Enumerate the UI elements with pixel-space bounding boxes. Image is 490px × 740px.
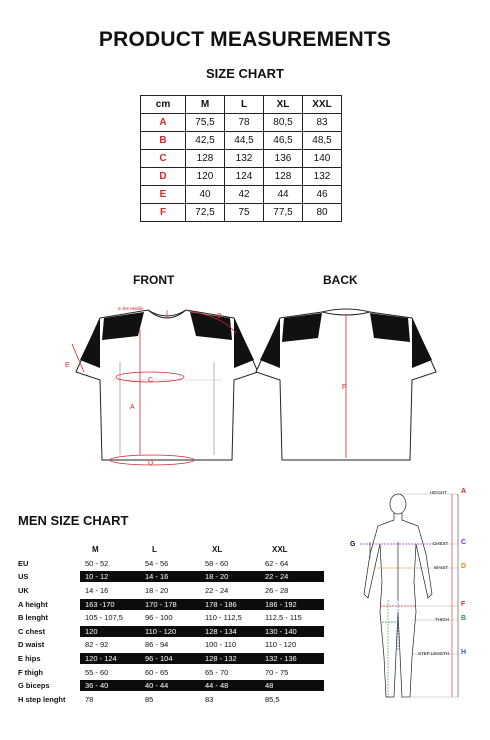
size-chart-cell: 42,5 (186, 132, 225, 150)
men-table-cell: 110 - 120 (145, 626, 177, 636)
men-table-row (18, 652, 324, 666)
men-table-cell: 163 -170 (85, 599, 115, 609)
size-chart-row (141, 186, 342, 204)
men-table-cell: 110 - 112,5 (205, 613, 242, 623)
men-table-cell: 50 - 52 (85, 558, 109, 568)
front-label: FRONT (133, 273, 175, 287)
men-table-cell: 85 (145, 694, 154, 704)
size-chart-subtitle: SIZE CHART (206, 66, 284, 81)
size-chart-cell: 48,5 (303, 132, 342, 150)
men-table-cell: 100 - 110 (205, 640, 237, 650)
size-chart-cell: 136 (264, 150, 303, 168)
men-table-cell: 54 - 56 (145, 558, 169, 568)
men-table-row (18, 570, 324, 584)
men-size-table (18, 543, 324, 706)
label-thigh: THIGH (435, 617, 449, 622)
letter-g: G (350, 541, 356, 548)
size-chart-cell: 44,5 (225, 132, 264, 150)
men-size-chart-title: MEN SIZE CHART (18, 513, 129, 528)
men-table-cell: 112,5 - 115 (265, 613, 302, 623)
men-table-cell: 62 - 64 (265, 558, 289, 568)
letter-d: D (461, 563, 467, 570)
men-row-label: EU (18, 558, 29, 568)
tshirt-diagrams (0, 295, 490, 480)
size-chart-cell: 40 (186, 186, 225, 204)
men-table-cell: 105 - 107,5 (85, 613, 123, 623)
men-table-row (18, 597, 324, 611)
men-table-cell: 65 - 70 (205, 667, 229, 677)
men-table-cell: 78 (85, 694, 94, 704)
men-table-row (18, 557, 324, 571)
men-table-row (18, 679, 324, 693)
men-table-cell: 14 - 16 (145, 572, 169, 582)
men-table-cell: 22 - 24 (265, 572, 289, 582)
men-table-cell: 18 - 20 (205, 572, 229, 582)
measure-label: C (141, 150, 186, 168)
header-m: M (186, 96, 225, 114)
men-table-cell: 128 - 134 (205, 626, 237, 636)
letter-b: B (461, 615, 467, 622)
label-step-length: STEP LENGTH (418, 651, 450, 656)
men-row-label: D waist (18, 640, 45, 650)
measure-label: A (141, 114, 186, 132)
size-chart-cell: 44 (264, 186, 303, 204)
men-row-label: G biceps (18, 681, 50, 691)
men-table-cell: 186 - 192 (265, 599, 297, 609)
size-chart-cell: 77,5 (264, 204, 303, 222)
men-table-cell: 130 - 140 (265, 626, 297, 636)
size-chart-cell: 42 (225, 186, 264, 204)
men-table-cell: 170 - 178 (145, 599, 177, 609)
page-title: PRODUCT MEASUREMENTS (98, 28, 392, 51)
measure-label: B (141, 132, 186, 150)
men-table-cell: 120 (85, 626, 98, 636)
mark-e: E (65, 362, 70, 369)
middle-note: in the Middle (118, 306, 144, 311)
size-chart-cell: 75 (225, 204, 264, 222)
men-table-row (18, 611, 324, 625)
human-figure (364, 494, 432, 697)
men-row-label: E hips (18, 654, 41, 664)
men-table-cell: 85,5 (265, 694, 280, 704)
size-chart-cell: 120 (186, 168, 225, 186)
size-chart-row (141, 204, 342, 222)
size-chart-header-row (141, 96, 342, 114)
size-chart-cell: 46 (303, 186, 342, 204)
measure-label: D (141, 168, 186, 186)
letter-c: C (461, 539, 467, 546)
body-measurement-figure (340, 482, 490, 707)
men-table-row (18, 665, 324, 679)
mark-b: B (217, 313, 222, 320)
size-chart-row (141, 150, 342, 168)
size-chart-row (141, 114, 342, 132)
measure-label: F (141, 204, 186, 222)
front-tshirt (72, 310, 258, 465)
size-chart-cell: 140 (303, 150, 342, 168)
men-table-cell: 36 - 40 (85, 681, 109, 691)
size-chart-cell: 46,5 (264, 132, 303, 150)
men-table-cell: 48 (265, 681, 274, 691)
size-chart-cell: 124 (225, 168, 264, 186)
mark-a: A (130, 404, 135, 411)
mark-d: D (148, 460, 154, 467)
men-table-cell: 82 - 92 (85, 640, 109, 650)
back-label: BACK (323, 273, 358, 287)
men-row-label: US (18, 572, 29, 582)
letter-f: F (461, 601, 466, 608)
header-l: L (225, 96, 264, 114)
men-row-label: C chest (18, 626, 46, 636)
men-table-row (18, 638, 324, 652)
label-height: HEIGHT (430, 490, 448, 495)
size-chart-cell: 80 (303, 204, 342, 222)
size-chart-cell: 128 (186, 150, 225, 168)
men-table-cell: 22 - 24 (205, 586, 229, 596)
letter-h: H (461, 649, 467, 656)
men-table-cell: 14 - 16 (85, 586, 109, 596)
size-chart-row (141, 168, 342, 186)
men-header-l: L (152, 545, 157, 555)
men-header-m: M (92, 545, 99, 555)
size-chart-table (140, 95, 342, 222)
men-table-row (18, 625, 324, 639)
size-chart-cell: 75,5 (186, 114, 225, 132)
size-chart-cell: 72,5 (186, 204, 225, 222)
men-table-row (18, 693, 324, 707)
men-row-label: F thigh (18, 667, 43, 677)
men-table-cell: 10 - 12 (85, 572, 109, 582)
size-chart-cell: 132 (303, 168, 342, 186)
mark-c: C (148, 377, 154, 384)
size-chart-row (141, 132, 342, 150)
men-row-label: H step lenght (18, 694, 66, 704)
men-row-label: UK (18, 586, 29, 596)
men-table-cell: 86 - 94 (145, 640, 169, 650)
men-table-cell: 40 - 44 (145, 681, 169, 691)
header-xl: XL (264, 96, 303, 114)
mark-f: F (342, 384, 347, 391)
men-table-cell: 26 - 28 (265, 586, 289, 596)
men-table-cell: 132 - 136 (265, 654, 297, 664)
men-table-cell: 58 - 60 (205, 558, 229, 568)
men-table-cell: 96 - 100 (145, 613, 173, 623)
men-table-cell: 128 - 132 (205, 654, 237, 664)
men-table-cell: 55 - 60 (85, 667, 109, 677)
header-xxl: XXL (303, 96, 342, 114)
men-header-row (18, 543, 324, 557)
letter-a: A (461, 488, 467, 495)
header-cm: cm (141, 96, 186, 114)
men-row-label: A height (18, 599, 48, 609)
men-header-xl: XL (212, 545, 223, 555)
men-table-row (18, 584, 324, 598)
size-chart-cell: 128 (264, 168, 303, 186)
men-table-cell: 96 - 104 (145, 654, 173, 664)
men-table-cell: 60 - 65 (145, 667, 169, 677)
men-table-cell: 110 - 120 (265, 640, 297, 650)
men-table-cell: 83 (205, 694, 214, 704)
men-table-cell: 70 - 75 (265, 667, 289, 677)
label-chest: CHEST (433, 541, 449, 546)
men-table-cell: 120 - 124 (85, 654, 117, 664)
size-chart-cell: 132 (225, 150, 264, 168)
men-table-cell: 44 - 48 (205, 681, 229, 691)
men-table-cell: 18 - 20 (145, 586, 169, 596)
size-chart-cell: 83 (303, 114, 342, 132)
label-waist: WAIST (434, 565, 449, 570)
size-chart-cell: 78 (225, 114, 264, 132)
size-chart-cell: 80,5 (264, 114, 303, 132)
men-row-label: B lenght (18, 613, 48, 623)
men-table-cell: 178 - 186 (205, 599, 237, 609)
measure-label: E (141, 186, 186, 204)
men-header-xxl: XXL (272, 545, 288, 555)
